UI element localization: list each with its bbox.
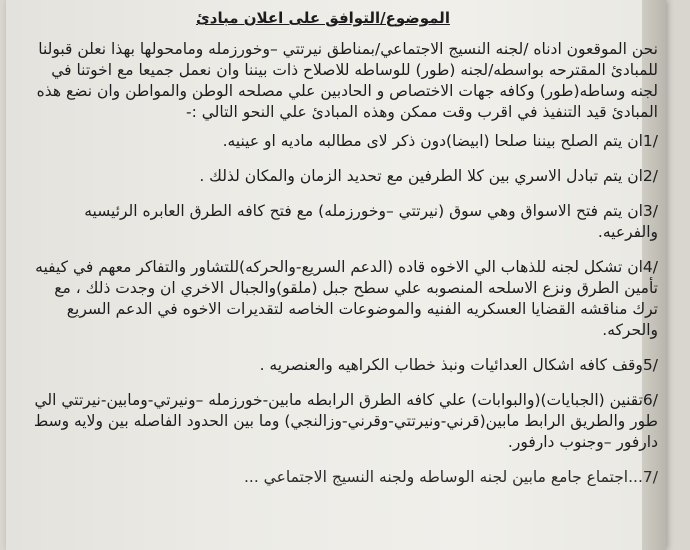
clause-number: 1/ xyxy=(642,132,658,150)
clause-7 xyxy=(28,467,658,488)
clause-number: 4/ xyxy=(642,258,658,276)
clause-1 xyxy=(28,131,658,152)
clause-3 xyxy=(28,201,658,243)
clause-text: ...اجتماع جامع مابين لجنه الوساطه ولجنه النسيج الاجتماعي ... xyxy=(243,468,643,486)
document-title: الموضوع/التوافق على اعلان مبادئ xyxy=(196,9,450,27)
intro-paragraph: نحن الموقعون ادناه /لجنه النسيج الاجتماعي/بمناطق نيرتتي –وخورزمله ومامحولها بهذا نعلن قبولنا للمبادئ المقترحه بواسطه/لجنه (طور) للوساطه للاصلاح ذات بيننا وان نعمل جميعا مع اخوتنا في لجنه وساطه(طور) وكافه جهات الاختصاص و الحادبين علي مصلحه الوطن والمواطن وان نضع هذه المبادئ قيد التنفيذ في اقرب وقت ممكن وهذه المبادئ علي النحو التالي :- xyxy=(36,40,658,121)
clause-number: 5/ xyxy=(642,356,658,374)
clause-6 xyxy=(28,390,658,453)
clause-number: 2/ xyxy=(642,167,658,185)
clause-text: وقف كافه اشكال العدائيات ونبذ خطاب الكراهيه والعنصريه . xyxy=(259,356,643,374)
clause-5 xyxy=(28,355,658,376)
document-body xyxy=(28,8,658,502)
clause-number: 7/ xyxy=(642,468,658,486)
clause-text: ان يتم فتح الاسواق وهي سوق (نيرتتي –وخورزمله) مع فتح كافه الطرق العابره الرئيسيه والفرعيه. xyxy=(84,202,658,241)
clause-text: ان يتم تبادل الاسري بين كلا الطرفين مع تحديد الزمان والمكان لذلك . xyxy=(199,167,643,185)
clause-text: ان تشكل لجنه للذهاب الي الاخوه قاده (الدعم السريع-والحركه)للتشاور والتفاكر معهم في كيفيه تأمين الطرق ونزع الاسلحه المنصوبه علي سطح جبل (ملقو)والجبال الاخري ان وجدت ذلك ، مع ترك مناقشه القضايا العسكريه الفنيه والموضوعات الخاصه لتقديرات الاخوه في الدعم السريع والحركه. xyxy=(35,258,658,339)
clause-4 xyxy=(28,257,658,341)
clause-2 xyxy=(28,166,658,187)
clause-number: 3/ xyxy=(642,202,658,220)
clause-number: 6/ xyxy=(642,391,658,409)
paper-sheet xyxy=(6,0,666,550)
clause-text: ان يتم الصلح بيننا صلحا (ابيضا)دون ذكر لاى مطالبه ماديه او عينيه. xyxy=(222,132,643,150)
clause-text: تقنين (الجبايات)(والبوابات) علي كافه الطرق الرابطه مابين-خورزمله –ونيرتي-ومابين-نيرتتي الي طور والطريق الرابط مابين(قرني-ونيرتتي-وقرني-وزالنجي) وما بين الحدود الفاصله بين ولايه وسط دارفور –وجنوب دارفور. xyxy=(33,391,658,451)
